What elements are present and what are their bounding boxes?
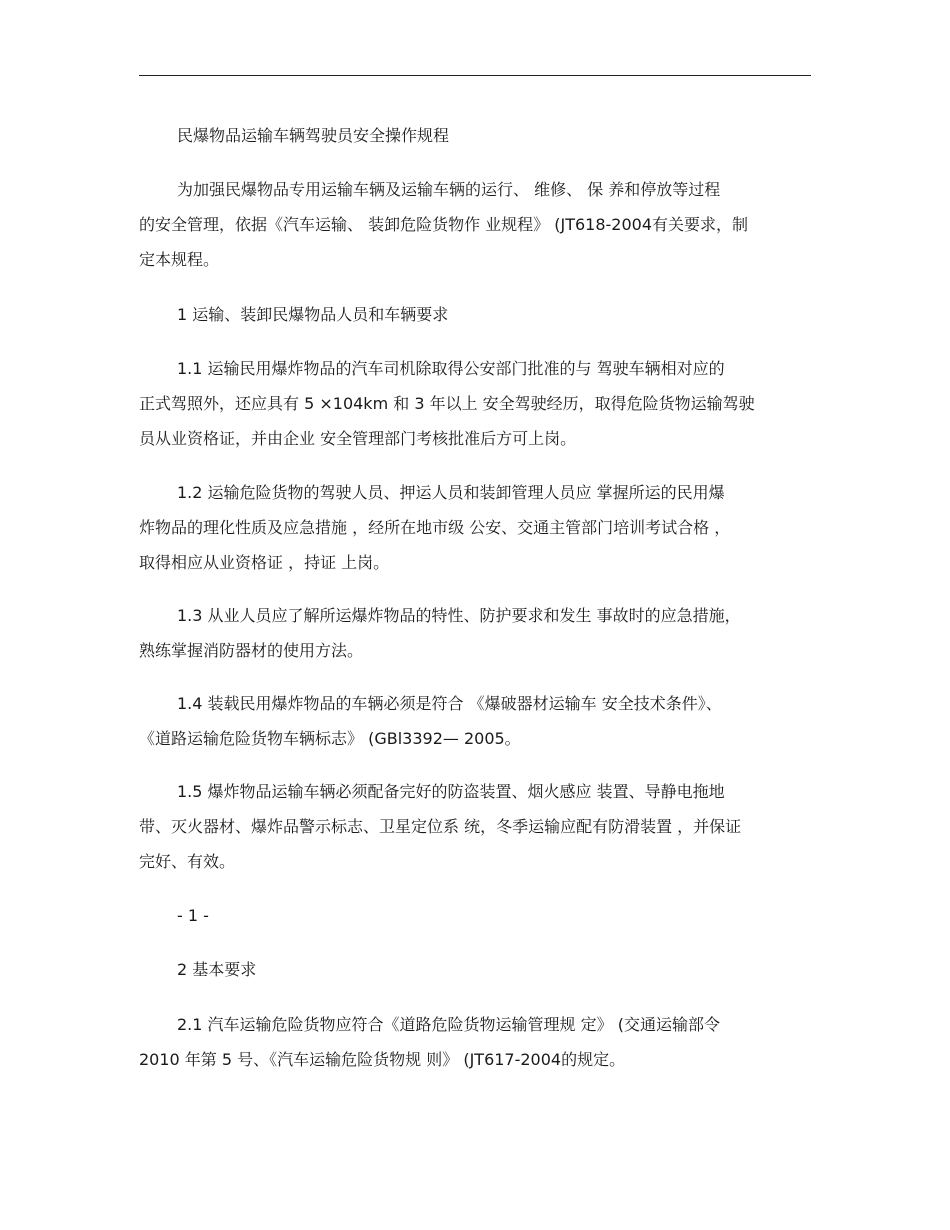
clause-1-3-line-2: 熟练掌握消防器材的使用方法。 bbox=[139, 641, 364, 660]
clause-1-4-line-1: 1.4 装载民用爆炸物品的车辆必须是符合 《爆破器材运输车 安全技术条件》、 bbox=[177, 694, 722, 713]
clause-1-3-line-1: 1.3 从业人员应了解所运爆炸物品的特性、防护要求和发生 事故时的应急措施， bbox=[177, 606, 741, 625]
clause-1-5-line-3: 完好、有效。 bbox=[139, 852, 236, 871]
page-number: - 1 - bbox=[177, 906, 209, 925]
clause-1-2-line-1: 1.2 运输危险货物的驾驶人员、押运人员和装卸管理人员应 掌握所运的民用爆 bbox=[177, 483, 725, 502]
clause-1-5-line-2: 带、灭火器材、爆炸品警示标志、卫星定位系 统，冬季运输应配有防滑装置 ，并保证 bbox=[139, 817, 742, 836]
intro-paragraph bbox=[139, 172, 819, 277]
clause-1-2 bbox=[139, 475, 819, 580]
header-rule bbox=[139, 75, 811, 76]
clause-2-1 bbox=[139, 1007, 819, 1077]
clause-1-2-line-2: 炸物品的理化性质及应急措施 ，经所在地市级 公安、交通主管部门培训考试合格 ， bbox=[139, 518, 731, 537]
intro-line-2: 的安全管理，依据《汽车运输、 装卸危险货物作 业规程》 (JT618-2004有关要求，制 bbox=[139, 215, 749, 234]
clause-2-1-line-1: 2.1 汽车运输危险货物应符合《道路危险货物运输管理规 定》 (交通运输部令 bbox=[177, 1015, 720, 1034]
intro-line-3: 定本规程。 bbox=[139, 250, 220, 269]
clause-1-1-line-2: 正式驾照外，还应具有 5 ×104km 和 3 年以上 安全驾驶经历，取得危险货物运输驾驶 bbox=[139, 394, 755, 413]
section2-heading: 2 基本要求 bbox=[177, 960, 257, 979]
intro-line-1: 为加强民爆物品专用运输车辆及运输车辆的运行、 维修、 保 养和停放等过程 bbox=[177, 180, 721, 199]
clause-1-1-line-3: 员从业资格证，并由企业 安全管理部门考核批准后方可上岗。 bbox=[139, 429, 577, 448]
clause-2-1-line-2: 2010 年第 5 号、《汽车运输危险货物规 则》 (JT617-2004的规定。 bbox=[139, 1050, 626, 1069]
clause-1-4 bbox=[139, 686, 819, 756]
document-title: 民爆物品运输车辆驾驶员安全操作规程 bbox=[177, 126, 450, 145]
clause-1-3 bbox=[139, 598, 819, 668]
section1-heading: 1 运输、装卸民爆物品人员和车辆要求 bbox=[177, 305, 449, 324]
clause-1-2-line-3: 取得相应从业资格证 ，持证 上岗。 bbox=[139, 553, 390, 572]
clause-1-5-line-1: 1.5 爆炸物品运输车辆必须配备完好的防盗装置、烟火感应 装置、导静电拖地 bbox=[177, 782, 725, 801]
clause-1-5 bbox=[139, 774, 819, 879]
clause-1-1 bbox=[139, 351, 819, 456]
clause-1-4-line-2: 《道路运输危险货物车辆标志》 (GBl3392— 2005。 bbox=[139, 729, 521, 748]
clause-1-1-line-1: 1.1 运输民用爆炸物品的汽车司机除取得公安部门批准的与 驾驶车辆相对应的 bbox=[177, 359, 725, 378]
